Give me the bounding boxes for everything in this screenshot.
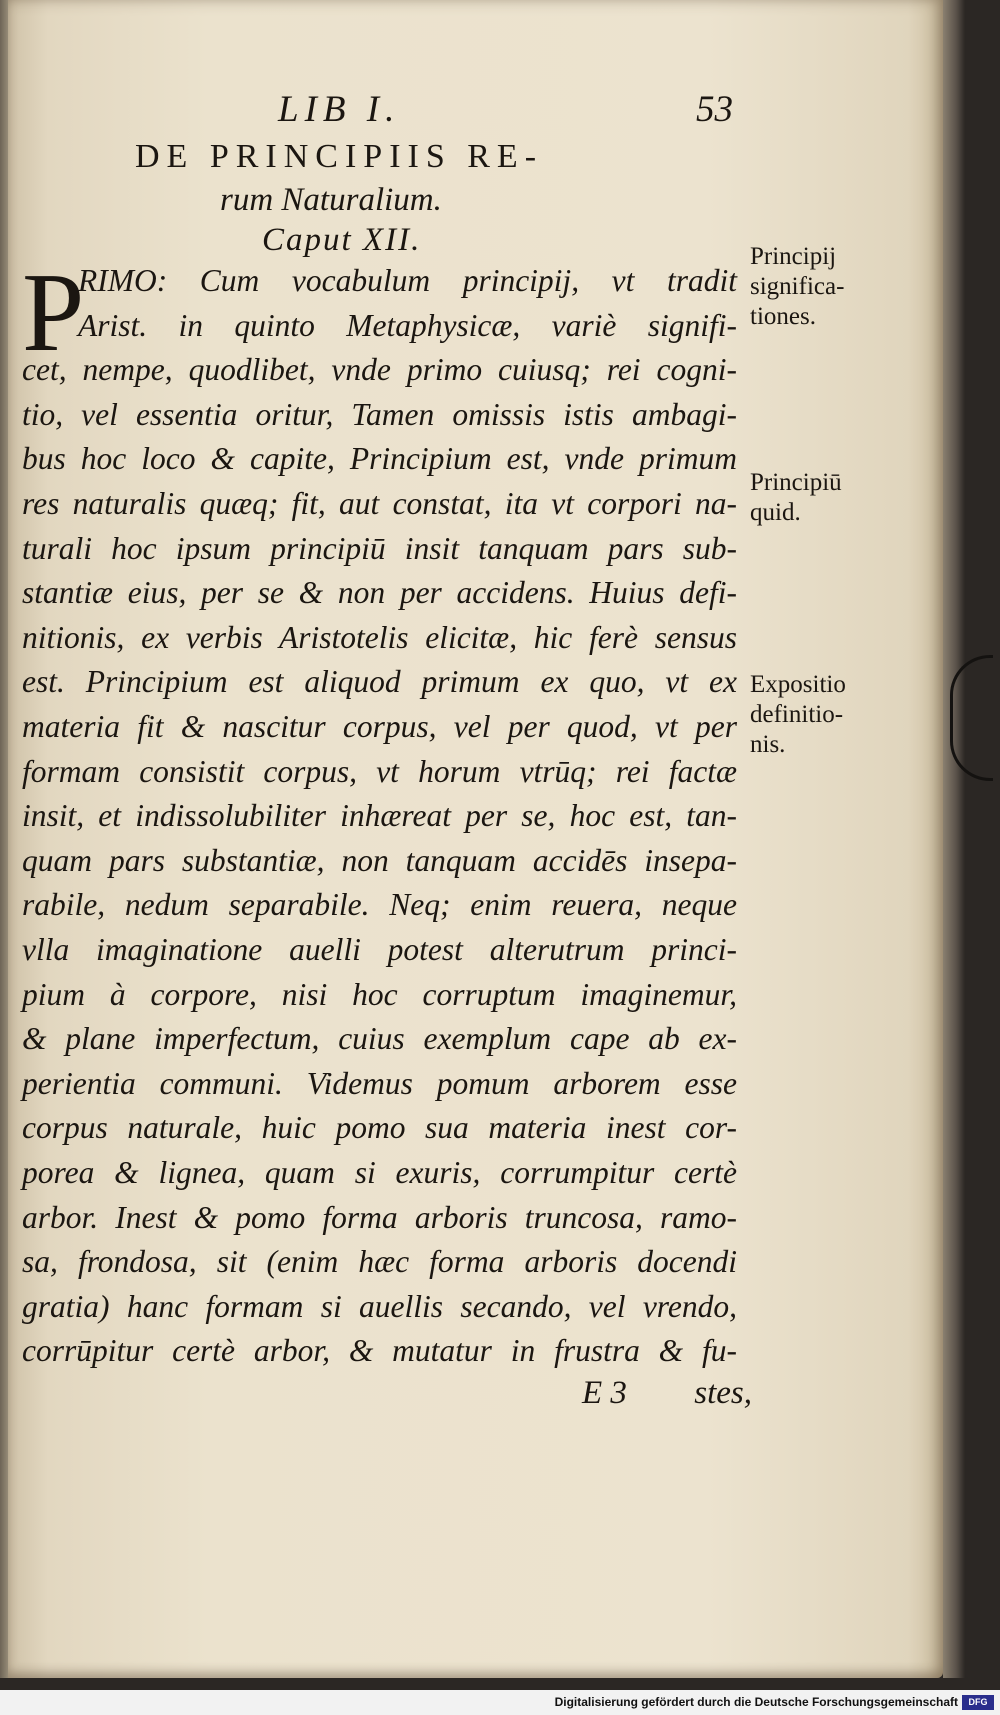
- drop-cap-initial: P: [22, 251, 85, 375]
- chapter-number: Caput XII.: [262, 222, 422, 258]
- body-text-line: corrūpitur certè arbor, & mutatur in frustra & fu-: [22, 1333, 737, 1369]
- marginal-note-2: [750, 468, 920, 528]
- signature-mark: E 3: [582, 1375, 627, 1411]
- body-text-line: rabile, nedum separabile. Neq; enim reuera, neque: [22, 887, 737, 923]
- body-text-line: pium à corpore, nisi hoc corruptum imaginemur,: [22, 976, 737, 1012]
- page-text: [22, 0, 922, 1678]
- marginal-note-line: Expositio: [750, 671, 846, 698]
- body-text-line: materia fit & nascitur corpus, vel per quod, vt per: [22, 709, 737, 744]
- running-head: LIB I.: [278, 89, 401, 130]
- body-text-line: vlla imaginatione auelli potest alterutrum princi-: [22, 932, 737, 967]
- running-header: [278, 88, 733, 131]
- page-clip: [950, 655, 993, 781]
- dfg-logo-icon: DFG: [962, 1695, 994, 1710]
- marginal-note-line: Principij: [750, 243, 837, 270]
- marginal-note-line: tiones.: [750, 303, 816, 330]
- marginal-note-line: definitio-: [750, 701, 844, 728]
- body-text-line: stantiæ eius, per se & non per accidens. Huius defi-: [22, 575, 737, 611]
- body-text-line: bus hoc loco & capite, Principium est, vnde primum: [22, 441, 737, 477]
- body-text-line: cet, nempe, quodlibet, vnde primo cuiusq; rei cogni-: [22, 352, 737, 388]
- digitization-footer: [0, 1690, 1000, 1715]
- chapter-title-line-2: rum Naturalium.: [220, 182, 442, 218]
- body-text-line: nitionis, ex verbis Aristotelis elicitæ, hic ferè sensus: [22, 619, 737, 655]
- body-text-line: res naturalis quæq; fit, aut constat, ita vt corpori na-: [22, 486, 737, 521]
- body-text-line: corpus naturale, huic pomo sua materia inest cor-: [22, 1110, 737, 1146]
- body-text-line: arbor. Inest & pomo forma arboris truncosa, ramo-: [22, 1199, 737, 1235]
- body-text-line: insit, et indissolubiliter inhæreat per se, hoc est, tan-: [22, 798, 737, 834]
- marginal-note-line: significa-: [750, 273, 845, 300]
- body-text-line: quam pars substantiæ, non tanquam accidēs insepa-: [22, 842, 737, 878]
- page-edge-shadow: [943, 0, 965, 1678]
- marginal-note-line: nis.: [750, 731, 786, 758]
- funding-credit: Digitalisierung gefördert durch die Deutsche Forschungsgemeinschaft: [554, 1695, 958, 1709]
- body-text-line: est. Principium est aliquod primum ex quo, vt ex: [22, 664, 737, 700]
- body-text-line: tio, vel essentia oritur, Tamen omissis istis ambagi-: [22, 396, 737, 432]
- marginal-note-3: [750, 670, 920, 760]
- body-text-line: perientia communi. Videmus pomum arborem esse: [22, 1065, 737, 1101]
- marginal-note-1: [750, 242, 920, 332]
- body-text-line: RIMO: Cum vocabulum principij, vt tradit: [78, 263, 737, 298]
- body-text-line: sa, frondosa, sit (enim hæc forma arboris docendi: [22, 1244, 737, 1280]
- body-text-line: Arist. in quinto Metaphysicæ, variè signifi-: [78, 307, 737, 343]
- body-text-line: porea & lignea, quam si exuris, corrumpitur certè: [22, 1155, 737, 1190]
- marginal-note-line: quid.: [750, 499, 801, 526]
- body-text-line: & plane imperfectum, cuius exemplum cape ab ex-: [22, 1021, 737, 1057]
- folio-number: 53: [696, 89, 733, 130]
- catchword: stes,: [694, 1375, 752, 1411]
- body-text-line: gratia) hanc formam si auellis secando, vel vrendo,: [22, 1288, 737, 1324]
- body-text-line: formam consistit corpus, vt horum vtrūq; rei factæ: [22, 753, 737, 789]
- chapter-title-line-1: DE PRINCIPIIS RE-: [135, 138, 544, 175]
- marginal-note-line: Principiū: [750, 469, 842, 496]
- body-text-line: turali hoc ipsum principiū insit tanquam pars sub-: [22, 530, 737, 566]
